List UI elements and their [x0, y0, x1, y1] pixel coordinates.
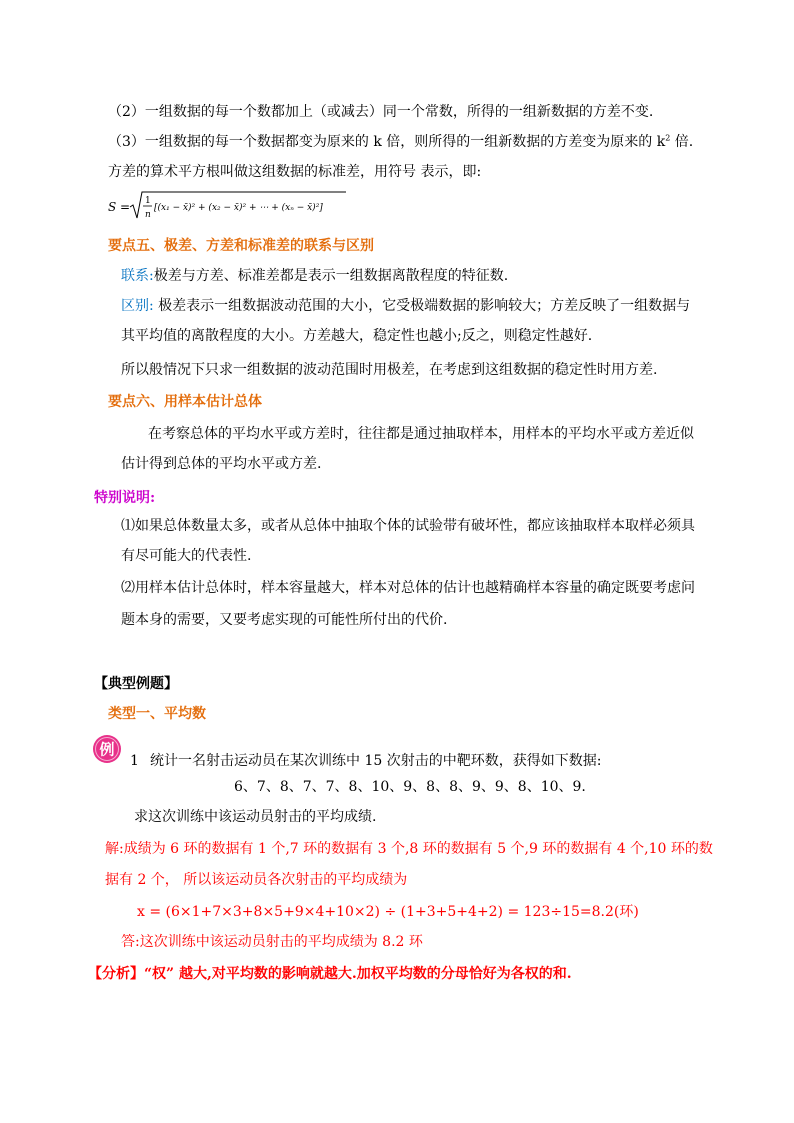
special-item2: ⑵用样本估计总体时，样本容量越大，样本对总体的估计也越精确样本容量的确定既要考虑问: [121, 580, 695, 596]
property-3: [108, 133, 693, 151]
link-text: 极差与方差、标准差都是表示一组数据离散程度的特征数.: [153, 268, 509, 284]
example-badge-label: 例: [99, 740, 115, 759]
type1-title: 类型一、平均数: [108, 706, 206, 722]
std-formula: [108, 190, 348, 222]
point6-text2: 估计得到总体的平均水平或方差.: [121, 456, 322, 472]
point6-text1: 在考察总体的平均水平或方差时，往往都是通过抽取样本，用样本的平均水平或方差近似: [148, 426, 694, 442]
frac-numerator: 1: [145, 196, 151, 206]
point5-title: 要点五、极差、方差和标准差的联系与区别: [108, 238, 374, 254]
property-3-exponent: 2: [665, 133, 671, 143]
diff-label: 区别:: [121, 298, 154, 314]
link-label: 联系:: [121, 268, 154, 284]
point5-link: [121, 267, 508, 285]
analysis: 【分析】“权” 越大,对平均数的影响就越大.加权平均数的分母恰好为各权的和.: [88, 966, 572, 982]
point6-title: 要点六、用样本估计总体: [108, 394, 262, 410]
property-2: （2）一组数据的每一个数都加上（或减去）同一个常数，所得的一组新数据的方差不变.: [108, 104, 654, 120]
special-item1-cont: 有尽可能大的代表性.: [121, 548, 252, 564]
solution-line2: 据有 2 个， 所以该运动员各次射击的平均成绩为: [105, 872, 408, 888]
example-number: 1: [130, 753, 139, 769]
example-ask: 求这次训练中该运动员射击的平均成绩.: [134, 809, 377, 825]
formula-lhs: S =: [108, 200, 131, 214]
special-title: 特别说明:: [94, 490, 156, 506]
formula-body: [(x₁ − x̄)² + (x₂ − x̄)² + ⋯ + (xₙ − x̄)²]: [154, 203, 323, 213]
point5-conclusion: 所以般情况下只求一组数据的波动范围时用极差，在考虑到这组数据的稳定性时用方差.: [121, 362, 658, 378]
point5-diff: [121, 297, 690, 315]
point5-diff-cont: 其平均值的离散程度的大小。方差越大，稳定性也越小;反之，则稳定性越好.: [121, 328, 593, 344]
examples-header: 【典型例题】: [94, 676, 178, 692]
solution-line1: 解:成绩为 6 环的数据有 1 个,7 环的数据有 3 个,8 环的数据有 5 个,9 环的数据有 4 个,10 环的数: [105, 841, 713, 857]
property-3-text: （3）一组数据的每一个数据都变为原来的 k 倍，则所得的一组新数据的方差变为原来的 k: [108, 134, 666, 150]
special-item1: ⑴如果总体数量太多，或者从总体中抽取个体的试验带有破坏性，都应该抽取样本取样必须具: [121, 518, 695, 534]
diff-text: 极差表示一组数据波动范围的大小，它受极端数据的影响较大；方差反映了一组数据与: [153, 298, 691, 314]
property-3-tail: 倍.: [670, 134, 694, 150]
std-definition: 方差的算术平方根叫做这组数据的标准差，用符号 表示，即:: [108, 164, 482, 180]
example-data: 6、7、8、7、7、8、10、9、8、8、9、9、8、10、9.: [234, 779, 586, 795]
frac-denominator: n: [145, 210, 151, 220]
example-badge-icon: [92, 734, 122, 764]
special-item2-cont: 题本身的需要，又要考虑实现的可能性所付出的代价.: [121, 612, 448, 628]
solution-calc: x = (6×1+7×3+8×5+9×4+10×2) ÷ (1+3+5+4+2) = 123÷15=8.2(环): [137, 904, 639, 920]
example-question: 统计一名射击运动员在某次训练中 15 次射击的中靶环数，获得如下数据:: [150, 753, 602, 769]
answer: 答:这次训练中该运动员射击的平均成绩为 8.2 环: [121, 934, 423, 950]
